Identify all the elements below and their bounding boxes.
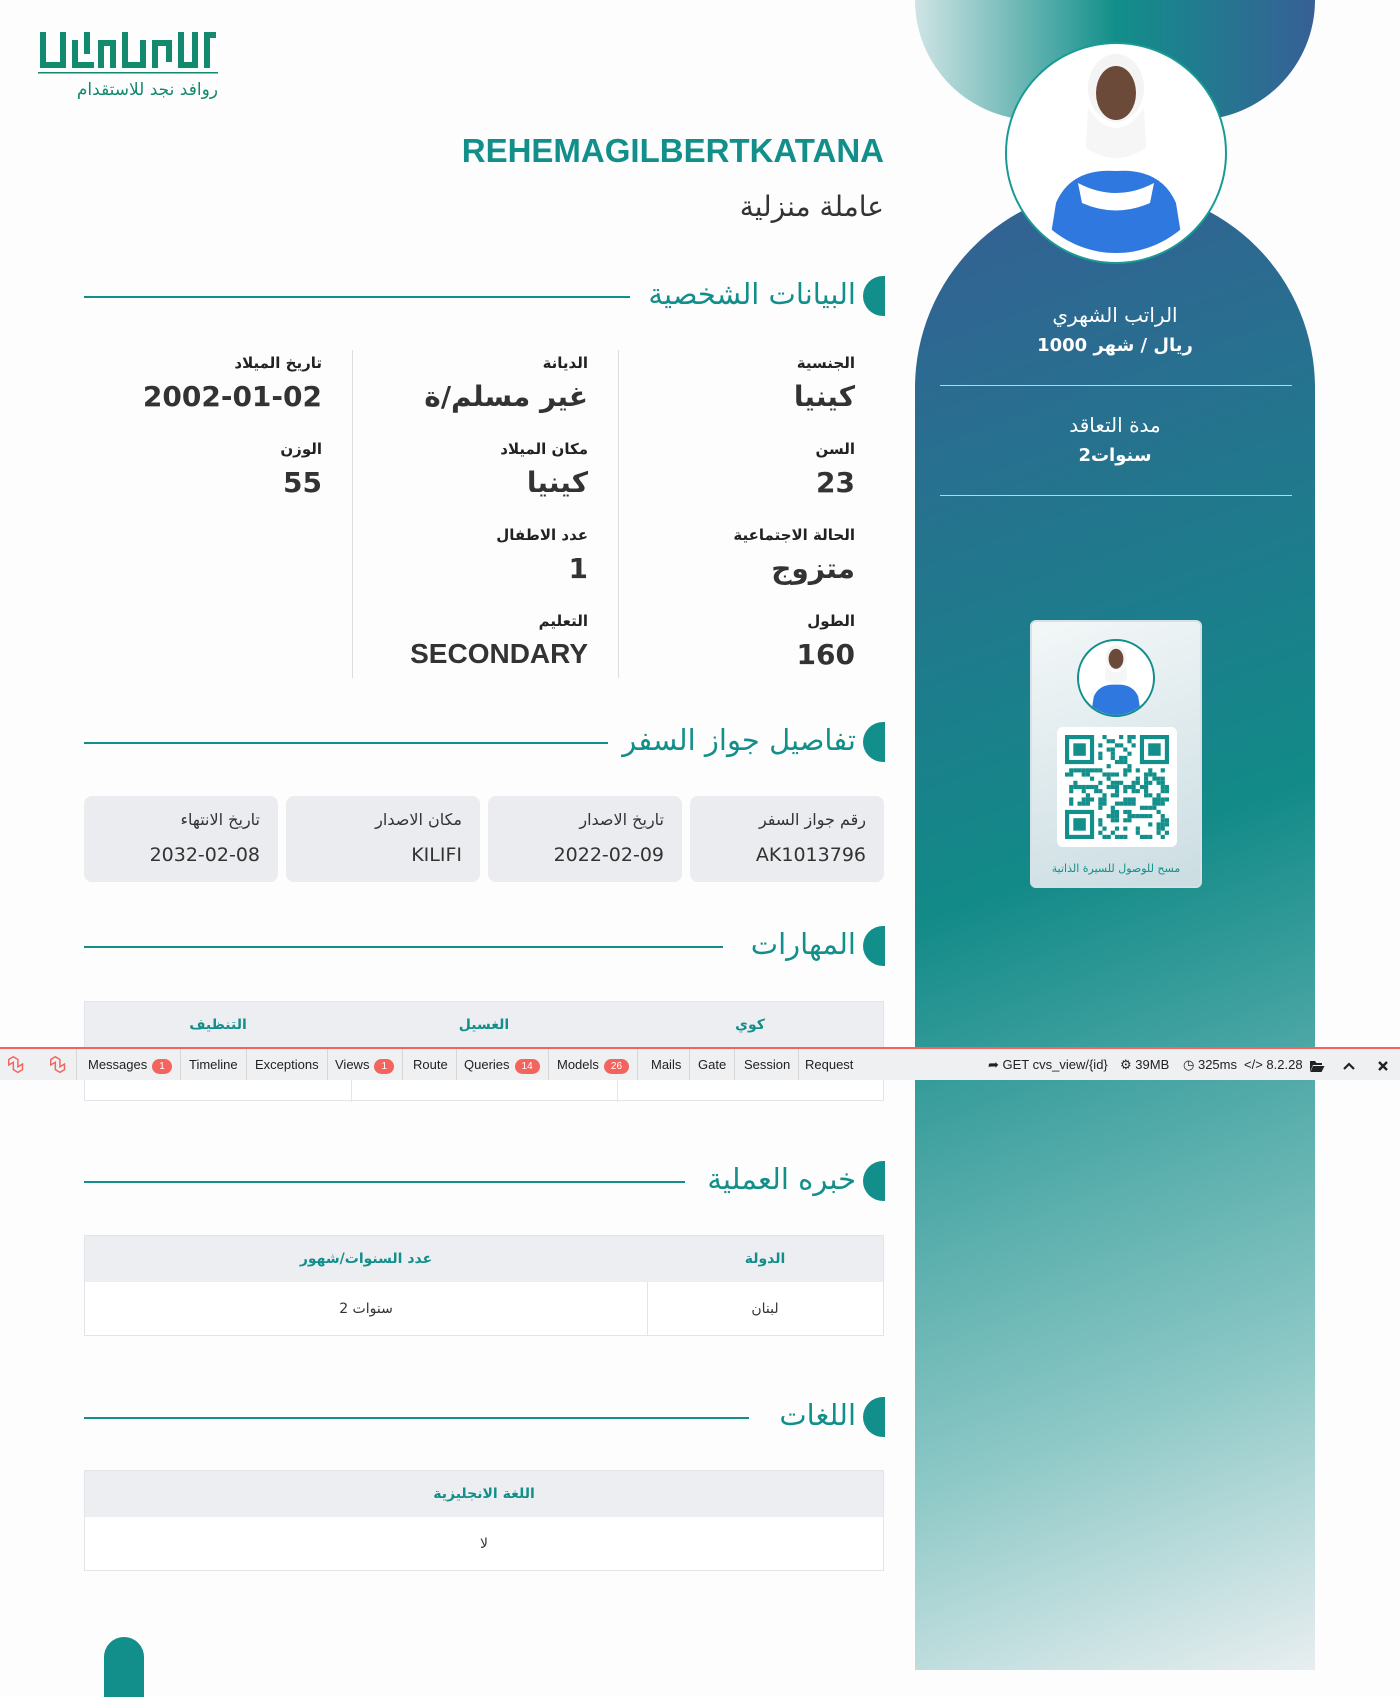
request-duration xyxy=(1183,1049,1237,1080)
section-title-experience: خبره العملية xyxy=(707,1162,856,1196)
debug-tab-models[interactable] xyxy=(549,1049,638,1080)
section-tab xyxy=(863,276,885,316)
logo-mark-icon xyxy=(38,30,218,76)
dob-label: تاريخ الميلاد xyxy=(234,354,322,372)
debug-tab-label: Views xyxy=(335,1057,370,1072)
debug-tab-request[interactable] xyxy=(797,1049,861,1080)
birthplace-label: مكان الميلاد xyxy=(500,440,588,458)
languages-table xyxy=(84,1470,884,1571)
qr-caption: مسح للوصول للسيرة الذاتية xyxy=(1051,862,1181,875)
logo-subtitle: روافد نجد للاستقدام xyxy=(76,80,218,100)
laravel-logo-icon[interactable] xyxy=(42,1049,77,1080)
queries-count-badge: 14 xyxy=(515,1059,540,1074)
languages-header-english: اللغة الانجليزية xyxy=(433,1486,535,1502)
memory-usage xyxy=(1120,1049,1169,1080)
languages-table-header xyxy=(85,1471,883,1517)
issue-place-value: KILIFI xyxy=(411,844,462,866)
contract-label: مدة التعاقد xyxy=(1069,413,1161,437)
models-count-badge: 26 xyxy=(604,1059,629,1074)
memory-text: 39MB xyxy=(1135,1057,1170,1072)
debug-tab-views[interactable] xyxy=(327,1049,403,1080)
section-tab xyxy=(863,1397,885,1437)
debug-tab-label: Route xyxy=(413,1057,448,1072)
weight-value: 55 xyxy=(283,466,322,499)
debug-tab-exceptions[interactable] xyxy=(247,1049,328,1080)
marital-value: متزوج xyxy=(771,552,855,585)
education-value: SECONDARY xyxy=(410,638,588,669)
debug-tab-session[interactable] xyxy=(736,1049,799,1080)
expiry-label: تاريخ الانتهاء xyxy=(180,810,260,829)
debug-tab-label: Gate xyxy=(698,1057,727,1072)
company-logo xyxy=(38,30,218,106)
debug-tab-label: Session xyxy=(744,1057,791,1072)
debug-tab-label: Models xyxy=(557,1057,599,1072)
route-info[interactable] xyxy=(988,1049,1108,1080)
cogs-icon: ⚙ xyxy=(1120,1057,1132,1072)
debug-tab-gate[interactable] xyxy=(690,1049,735,1080)
nationality-value: كينيا xyxy=(793,380,855,413)
section-title-personal: البيانات الشخصية xyxy=(648,277,856,311)
debug-tab-route[interactable] xyxy=(405,1049,457,1080)
qr-code[interactable] xyxy=(1057,727,1177,847)
weight-label: الوزن xyxy=(280,440,322,458)
height-value: 160 xyxy=(796,638,855,671)
debug-bar xyxy=(0,1047,1400,1080)
passport-number-value: AK1013796 xyxy=(755,844,866,866)
section-tab xyxy=(863,1161,885,1201)
table-cell: لبنان xyxy=(751,1301,779,1317)
debug-tab-label: Mails xyxy=(651,1057,682,1072)
messages-count-badge: 1 xyxy=(152,1059,172,1074)
clock-icon: ◷ xyxy=(1183,1057,1195,1072)
qr-code-icon xyxy=(1065,735,1169,839)
skills-header-washing: الغسيل xyxy=(458,1017,510,1033)
debug-tab-mails[interactable] xyxy=(643,1049,690,1080)
debug-tab-label: Exceptions xyxy=(255,1057,319,1072)
route-info-text: GET cvs_view/{id} xyxy=(1002,1057,1108,1072)
section-divider xyxy=(84,1417,749,1419)
dob-value: 2002-01-02 xyxy=(142,380,322,413)
section-divider xyxy=(84,946,723,948)
salary-label: الراتب الشهري xyxy=(1052,303,1178,327)
debug-tab-label: Messages xyxy=(88,1057,148,1072)
code-icon: </> xyxy=(1244,1057,1263,1072)
birthplace-value: كينيا xyxy=(526,466,588,499)
profile-photo xyxy=(1016,53,1216,253)
debug-tab-messages[interactable] xyxy=(80,1049,181,1080)
religion-label: الديانة xyxy=(542,354,588,372)
issue-place-label: مكان الاصدار xyxy=(375,810,462,829)
height-label: الطول xyxy=(807,612,855,630)
issue-date-box xyxy=(488,796,682,882)
debug-tab-label: Request xyxy=(805,1057,854,1072)
children-label: عدد الاطفال xyxy=(496,526,588,544)
section-tab xyxy=(104,1637,144,1697)
salary-value: 1000 ريال / شهر xyxy=(1037,335,1193,356)
religion-value: غير مسلم/ة xyxy=(424,380,588,413)
php-version-text: 8.2.28 xyxy=(1266,1057,1303,1072)
share-arrow-icon: ➦ xyxy=(988,1057,1003,1072)
section-tab xyxy=(863,722,885,762)
section-divider xyxy=(84,296,630,298)
open-folder-icon[interactable] xyxy=(1309,1049,1325,1080)
expiry-box xyxy=(84,796,278,882)
duration-text: 325ms xyxy=(1197,1057,1237,1072)
sidebar-divider xyxy=(940,495,1292,496)
worker-role: عاملة منزلية xyxy=(739,190,884,223)
age-value: 23 xyxy=(816,466,855,499)
skills-table-header xyxy=(85,1002,883,1048)
issue-date-value: 2022-02-09 xyxy=(553,844,664,866)
skills-header-cleaning: التنظيف xyxy=(189,1017,247,1033)
laravel-logo-icon[interactable] xyxy=(0,1049,36,1080)
passport-number-label: رقم جواز السفر xyxy=(758,810,866,829)
issue-place-box xyxy=(286,796,480,882)
table-cell: لا xyxy=(480,1536,488,1552)
age-label: السن xyxy=(815,440,855,458)
sidebar-divider xyxy=(940,385,1292,386)
section-title-passport: تفاصيل جواز السفر xyxy=(622,723,856,757)
children-value: 1 xyxy=(568,552,588,585)
section-divider xyxy=(84,1181,685,1183)
skills-header-ironing: كوي xyxy=(735,1017,765,1033)
debug-tab-timeline[interactable] xyxy=(181,1049,247,1080)
marital-label: الحالة الاجتماعية xyxy=(733,526,855,544)
experience-header-country: الدولة xyxy=(744,1251,786,1267)
debug-tab-queries[interactable] xyxy=(456,1049,549,1080)
education-label: التعليم xyxy=(538,612,588,630)
experience-table xyxy=(84,1235,884,1336)
experience-header-years: عدد السنوات/شهور xyxy=(299,1251,433,1267)
section-tab xyxy=(863,926,885,966)
close-icon[interactable] xyxy=(1377,1049,1389,1080)
debug-tab-label: Queries xyxy=(464,1057,510,1072)
table-cell: 2 سنوات xyxy=(339,1301,393,1317)
worker-name: REHEMAGILBERTKATANA xyxy=(461,132,884,169)
expiry-value: 2032-02-08 xyxy=(149,844,260,866)
passport-number-box xyxy=(690,796,884,882)
contract-value: 2سنوات xyxy=(1078,445,1152,466)
sidebar-panel xyxy=(915,188,1315,1670)
section-divider xyxy=(84,742,608,744)
views-count-badge: 1 xyxy=(374,1059,394,1074)
section-title-languages: اللغات xyxy=(779,1398,856,1432)
debug-tab-label: Timeline xyxy=(189,1057,238,1072)
experience-table-header xyxy=(85,1236,883,1282)
chevron-up-icon[interactable] xyxy=(1342,1049,1356,1080)
section-title-skills: المهارات xyxy=(750,927,856,961)
php-version xyxy=(1244,1049,1303,1080)
issue-date-label: تاريخ الاصدار xyxy=(579,810,664,829)
qr-card[interactable] xyxy=(1030,620,1202,888)
qr-card-photo xyxy=(1077,639,1155,717)
nationality-label: الجنسية xyxy=(796,354,855,372)
